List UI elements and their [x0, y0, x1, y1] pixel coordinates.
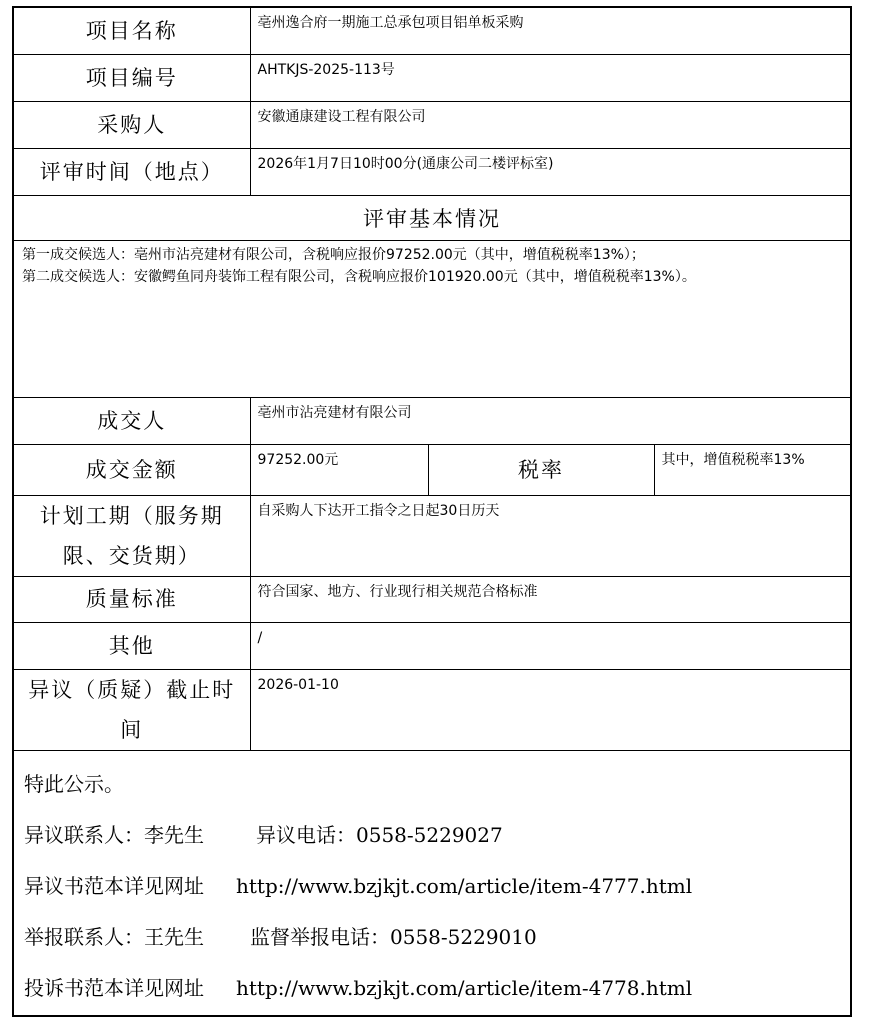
objection-template-line [24, 861, 850, 912]
project-number-label: 项目编号 [14, 54, 250, 101]
row-other [14, 622, 850, 669]
schedule-label-line2: 限、交货期） [62, 543, 201, 568]
row-notice [14, 750, 850, 1014]
row-quality [14, 576, 850, 622]
objection-deadline-label [14, 669, 250, 750]
project-number-value: AHTKJS-2025-113号 [250, 54, 850, 101]
report-phone: 监督举报电话：0558-5229010 [250, 924, 537, 949]
objection-contact: 异议联系人：李先生 [24, 822, 204, 847]
objection-template-label: 异议书范本详见网址 [24, 873, 204, 898]
objection-contact-line [24, 810, 850, 861]
project-name-value: 亳州逸合府一期施工总承包项目铝单板采购 [250, 8, 850, 54]
project-name-label: 项目名称 [14, 8, 250, 54]
row-review-details [14, 240, 850, 397]
announce-line: 特此公示。 [24, 771, 124, 796]
notice-block [14, 750, 850, 1014]
complaint-template-label: 投诉书范本详见网址 [24, 975, 204, 1000]
purchaser-label: 采购人 [14, 101, 250, 148]
purchaser-value: 安徽通康建设工程有限公司 [250, 101, 850, 148]
report-contact: 举报联系人：王先生 [24, 924, 204, 949]
row-review-time [14, 148, 850, 195]
complaint-template-line [24, 963, 850, 1014]
row-objection-deadline [14, 669, 850, 750]
amount-label: 成交金额 [14, 444, 250, 495]
report-contact-line [24, 912, 850, 963]
schedule-label [14, 495, 250, 576]
quality-label: 质量标准 [14, 576, 250, 622]
announcement-table [12, 6, 852, 1017]
review-time-value: 2026年1月7日10时00分(通康公司二楼评标室) [250, 148, 850, 195]
objection-template-url[interactable]: http://www.bzjkjt.com/article/item-4777.html [236, 873, 693, 898]
row-purchaser [14, 101, 850, 148]
objection-phone: 异议电话：0558-5229027 [256, 822, 503, 847]
first-candidate-line: 第一成交候选人：亳州市沾亮建材有限公司，含税响应报价97252.00元（其中，增值税税率13%）； [22, 246, 645, 263]
second-candidate-line: 第二成交候选人：安徽鳄鱼同舟装饰工程有限公司，含税响应报价101920.00元（其中，增值税税率13%）。 [22, 268, 696, 285]
row-schedule [14, 495, 850, 576]
row-review-section-title [14, 195, 850, 240]
row-winner [14, 397, 850, 444]
amount-value: 97252.00元 [250, 444, 428, 495]
other-value: / [250, 622, 850, 669]
winner-label: 成交人 [14, 397, 250, 444]
review-section-title: 评审基本情况 [14, 195, 850, 240]
quality-value: 符合国家、地方、行业现行相关规范合格标准 [250, 576, 850, 622]
other-label: 其他 [14, 622, 250, 669]
objection-deadline-value: 2026-01-10 [250, 669, 850, 750]
schedule-label-line1: 计划工期（服务期 [39, 503, 224, 528]
objection-deadline-label-line1: 异议（质疑）截止时 [28, 677, 236, 702]
tax-rate-label: 税率 [428, 444, 654, 495]
row-project-name [14, 8, 850, 54]
complaint-template-url[interactable]: http://www.bzjkjt.com/article/item-4778.html [236, 975, 693, 1000]
row-project-number [14, 54, 850, 101]
review-time-label: 评审时间（地点） [14, 148, 250, 195]
schedule-value: 自采购人下达开工指令之日起30日历天 [250, 495, 850, 576]
objection-deadline-label-line2: 间 [120, 717, 144, 742]
review-details [14, 240, 850, 397]
tax-rate-value: 其中，增值税税率13% [654, 444, 850, 495]
row-amount [14, 444, 850, 495]
winner-value: 亳州市沾亮建材有限公司 [250, 397, 850, 444]
